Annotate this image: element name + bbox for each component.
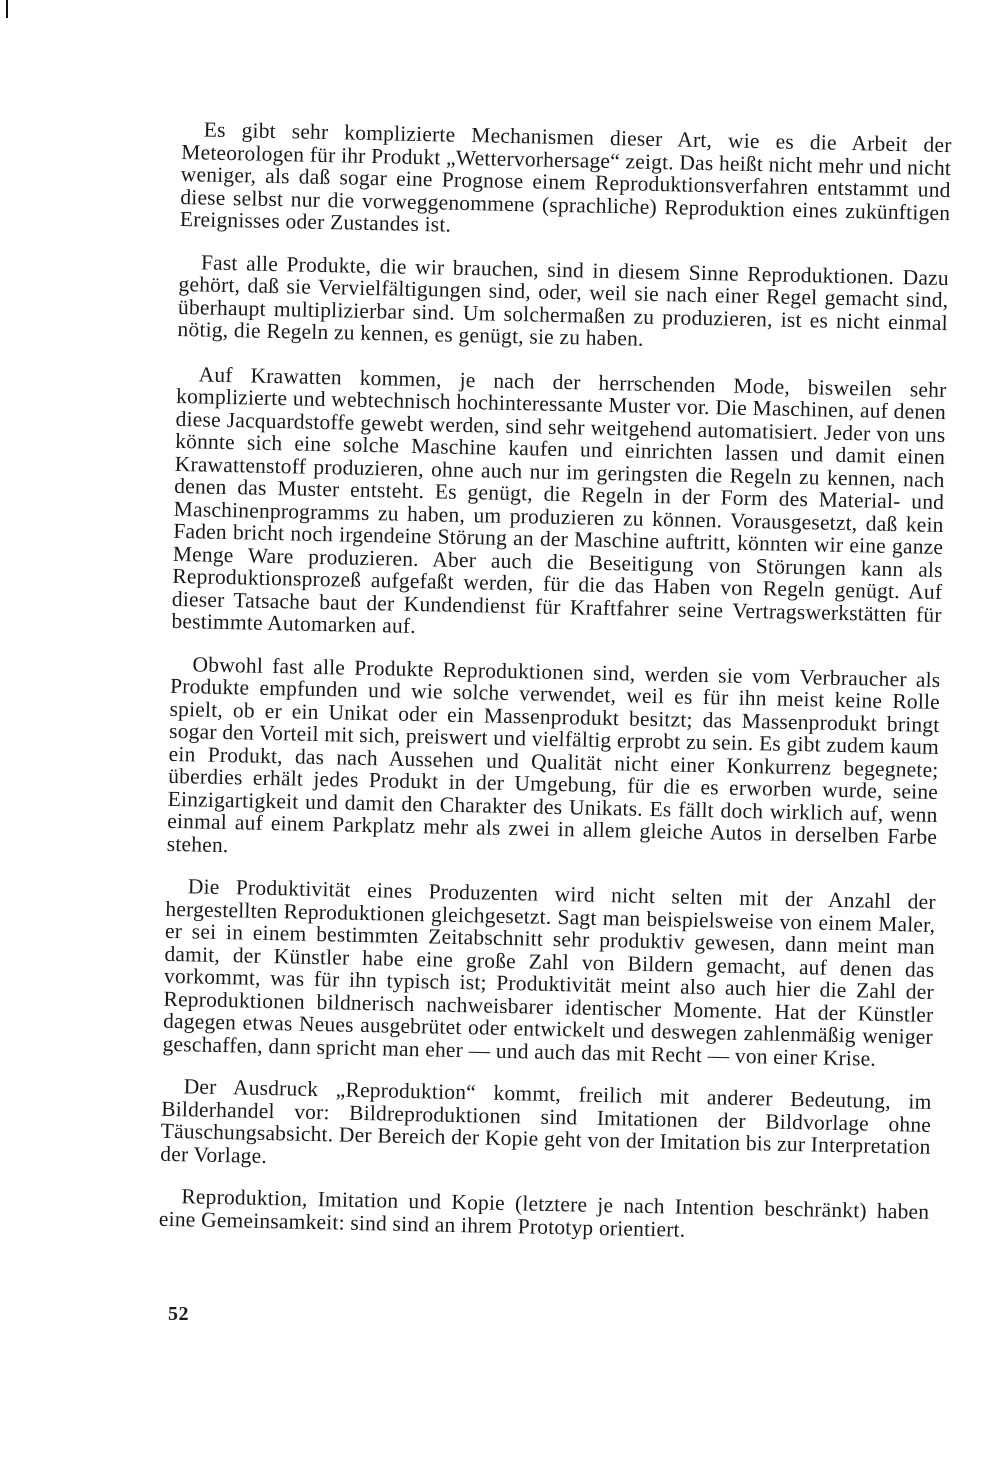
page-text-block — [158, 118, 952, 1266]
paragraph-3: Auf Krawatten kommen, je nach der herrschenden Mode, bisweilen sehr komplizierte und webtechnisch hochinteressante Muster vor. Die Maschinen, auf denen diese Jacquardstoffe gewebt werden, sind sehr weitgehend automatisiert. Jeder von uns könnte sich eine solche Maschine kaufen und einrichten lassen und damit einen Krawattenstoff produzieren, ohne auch nur im geringsten die Regeln zu kennen, nach denen das Muster entsteht. Es genügt, die Regeln in der Form des Material- und Maschinenprogramms zu haben, um produzieren zu können. Vorausgesetzt, daß kein Faden bricht noch irgendeine Störung an der Maschine auftritt, könnten wir eine ganze Menge Ware produzieren. Aber auch die Beseitigung von Störungen kann als Reproduktionsprozeß aufgefaßt werden, für die das Haben von Regeln genügt. Auf dieser Tatsache baut der Kundendienst für Kraftfahrer seine Vertragswerkstätten für bestimmte Automarken auf. — [171, 361, 947, 639]
paragraph-6: Der Ausdruck „Reproduktion“ kommt, freilich mit anderer Bedeutung, im Bilderhandel vor: Bildreproduktionen sind Imitationen der Bildvorlage ohne Täuschungsabsicht. Der Bereich der Kopie geht von der Imitation bis zur Interpretation der Vorlage. — [160, 1074, 932, 1168]
paragraph-1: Es gibt sehr komplizierte Mechanismen dieser Art, wie es die Arbeit der Meteorologen für ihr Produkt „Wettervorhersage“ zeigt. Das heißt nicht mehr und nicht weniger, als daß sogar eine Prognose einem Reproduktionsverfahren entstammt und diese selbst nur die vorweggenommene (sprachliche) Reproduktion eines zukünftigen Ereignisses oder Zustandes ist. — [179, 117, 952, 237]
paragraph-7: Reproduktion, Imitation und Kopie (letztere je nach Intention beschränkt) haben eine Gemeinsamkeit: sind sind an ihrem Prototyp orientiert. — [158, 1184, 930, 1242]
paragraph-2: Fast alle Produkte, die wir brauchen, sind in diesem Sinne Reproduktionen. Dazu gehört, daß sie Vervielfältigungen sind, oder, weil sie nach einer Regel gemacht sind, überhaupt multiplizierbar sind. Um solchermaßen zu produzieren, ist es nicht einmal nötig, die Regeln zu kennen, es genügt, sie zu haben. — [177, 249, 950, 351]
scan-edge-mark — [6, 0, 8, 18]
page-number: 52 — [168, 1303, 189, 1325]
paragraph-4: Obwohl fast alle Produkte Reproduktionen sind, werden sie vom Verbraucher als Produkte empfunden und wie solche verwendet, weil es für ihn meist keine Rolle spielt, ob er ein Unikat oder ein Massenprodukt besitzt; das Massenprodukt bringt sogar den Vorteil mit sich, preiswert und vielfältig erprobt zu sein. Es gibt zudem kaum ein Produkt, das nach Aussehen und Qualität nicht einer Konkurrenz begegnete; überdies erhält jedes Produkt in der Umgebung, für die es erworben wurde, seine Einzigartigkeit und damit den Charakter des Unikats. Es fällt doch wirklich auf, wenn einmal auf einem Parkplatz mehr als zwei in allem gleiche Autos in derselben Farbe stehen. — [166, 651, 941, 857]
paragraph-5: Die Produktivität eines Produzenten wird nicht selten mit der Anzahl der hergestellten Reproduktionen gleichgesetzt. Sagt man beispielsweise von einem Maler, er sei in einem bestimmten Zeitabschnitt sehr produktiv gewesen, dann meint man damit, der Künstler habe eine große Zahl von Bildern gemacht, auf denen das vorkommt, was für ihn typisch ist; Produktivität meint also auch hier die Zahl der Reproduktionen bildnerisch nachweisbarer identischer Momente. Hat der Künstler dagegen etwas Neues ausgebrütet oder entwickelt und deswegen zahlenmäßig weniger geschaffen, dann spricht man eher — und auch das mit Recht — von einer Krise. — [162, 874, 936, 1071]
